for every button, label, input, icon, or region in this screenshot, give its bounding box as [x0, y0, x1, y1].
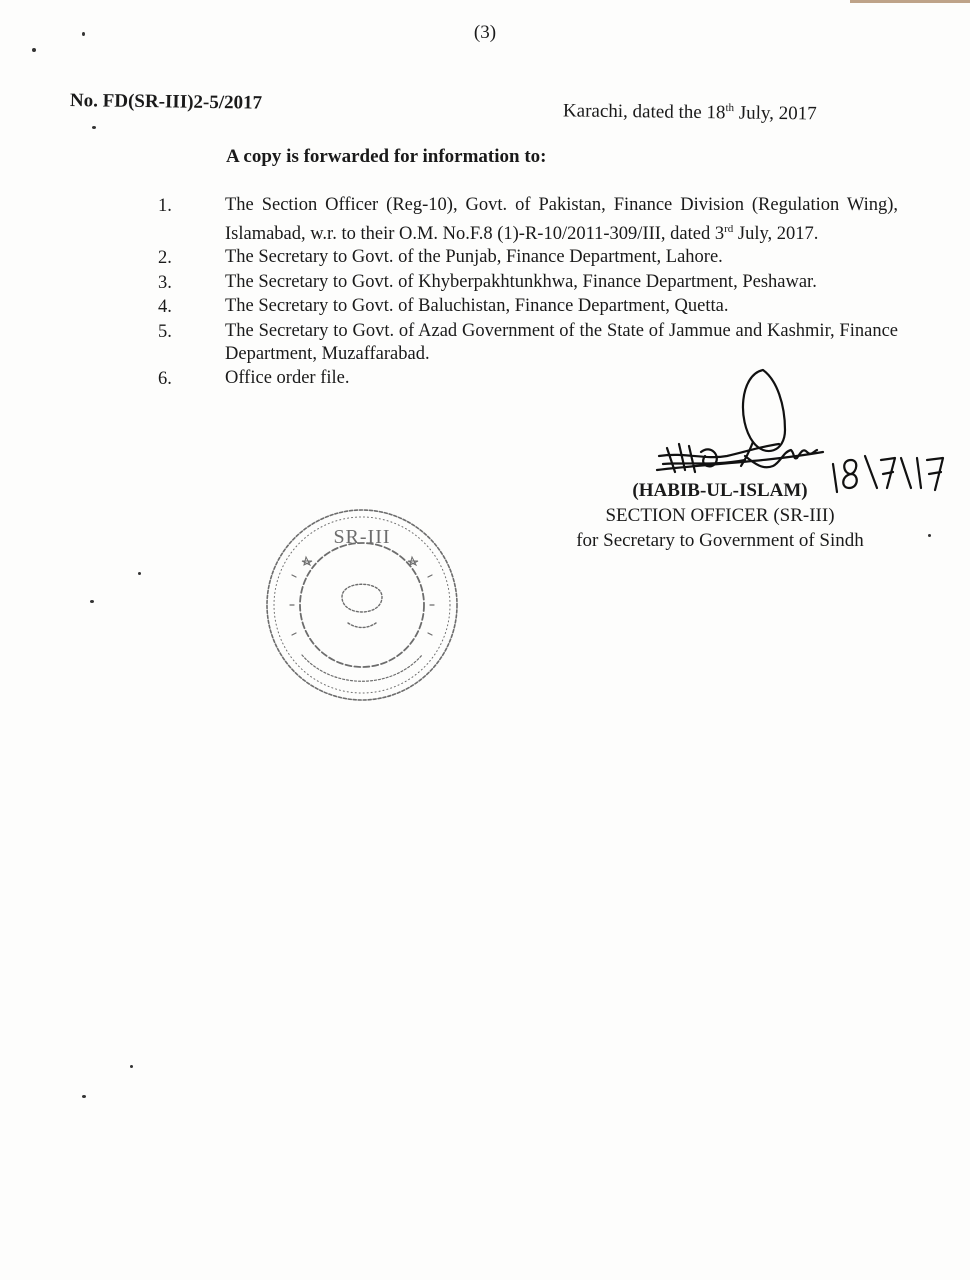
handwritten-date-7b — [927, 458, 943, 490]
signatory-on-behalf: for Secretary to Government of Sindh — [576, 530, 864, 551]
date-prefix: Karachi, dated the 18 — [562, 100, 726, 124]
list-item-number: 5. — [158, 321, 172, 342]
list-item-number: 1. — [158, 196, 172, 216]
paper-edge — [850, 0, 970, 3]
forward-heading: A copy is forwarded for information to: — [226, 146, 547, 167]
list-item-number: 3. — [158, 272, 172, 293]
list-item-text: The Secretary to Govt. of the Punjab, Finance Department, Lahore. — [225, 247, 723, 268]
list-item-text-main: The Section Officer (Reg-10), Govt. of Pakistan, Finance Division (Regulation Wing), Islamabad, w.r. to their O.M. No.F.8 (1)-R-10/2011-309/III, dated 3 — [225, 195, 898, 244]
list-item — [158, 194, 898, 246]
list-item-text: The Secretary to Govt. of Azad Government of the State of Jammue and Kashmir, Finance Department, Muzaffarabad. — [225, 320, 898, 365]
date-line — [563, 100, 817, 125]
date-suffix-ordinal: th — [725, 101, 735, 115]
scan-speck — [82, 32, 85, 36]
handwritten-date-slash-2 — [901, 458, 911, 488]
list-item-number: 4. — [158, 297, 172, 318]
scan-speck — [92, 126, 96, 129]
signatory-designation: SECTION OFFICER (SR-III) — [605, 505, 835, 526]
list-item-text — [225, 194, 898, 246]
official-seal — [262, 505, 462, 705]
scan-speck — [82, 1095, 86, 1098]
page-number: (3) — [473, 22, 497, 43]
scan-speck — [90, 600, 94, 603]
list-item-number: 2. — [158, 248, 172, 269]
seal-star-left — [302, 557, 312, 565]
seal-label: SR-III — [333, 526, 391, 548]
scan-speck — [138, 572, 141, 575]
scan-speck — [32, 48, 36, 52]
seal-emblem — [342, 584, 382, 627]
handwritten-date-1b — [917, 458, 921, 488]
seal-bottom-arc — [302, 655, 422, 681]
list-item-text: The Secretary to Govt. of Khyberpakhtunkhwa, Finance Department, Peshawar. — [225, 271, 817, 292]
signatory-block — [540, 478, 900, 553]
list-item-text: Office order file. — [225, 367, 350, 388]
signature-loop — [743, 370, 785, 451]
seal-inner-ring — [300, 543, 424, 667]
list-item-text-tail: July, 2017. — [733, 223, 819, 244]
list-item — [158, 295, 898, 320]
date-suffix: July, 2017 — [733, 102, 817, 125]
list-item — [158, 271, 898, 296]
list-item-text-ordinal: rd — [724, 222, 734, 235]
scan-speck — [130, 1065, 133, 1068]
list-item — [158, 246, 898, 271]
signatory-name: (HABIB-UL-ISLAM) — [632, 480, 808, 501]
list-item-text: The Secretary to Govt. of Baluchistan, Finance Department, Quetta. — [225, 296, 729, 317]
list-item-number: 6. — [158, 368, 172, 389]
scan-speck — [928, 534, 931, 537]
reference-number: No. FD(SR-III)2-5/2017 — [69, 90, 263, 114]
